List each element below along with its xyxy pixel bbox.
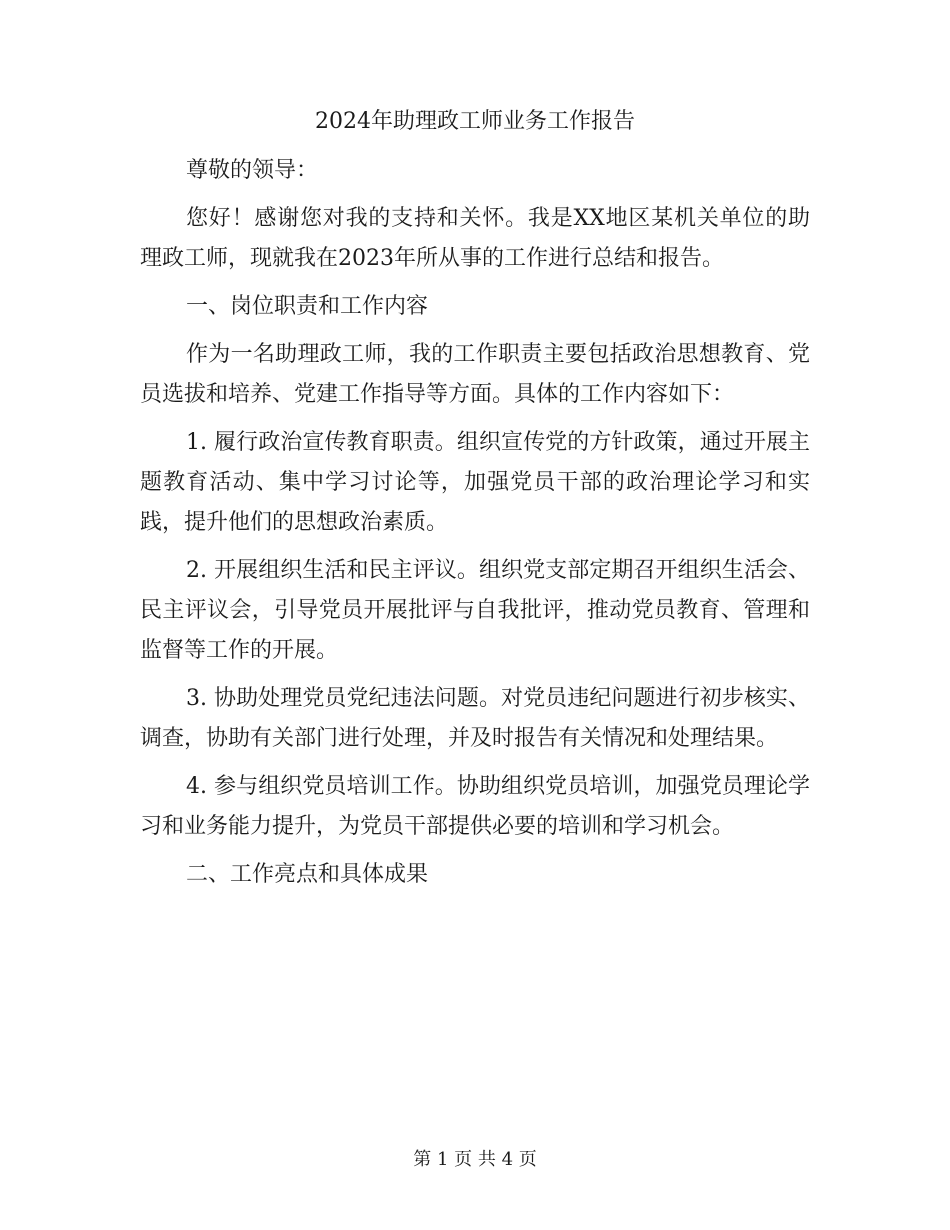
section-heading-1: 一、岗位职责和工作内容 [186, 294, 429, 319]
duty-item-3: 3. 协助处理党员党纪违法问题。对党员违纪问题进行初步核实、调查，协助有关部门进行处理，并及时报告有关情况和处理结果。 [140, 686, 810, 751]
opening-paragraph: 您好！感谢您对我的支持和关怀。我是XX地区某机关单位的助理政工师，现就我在2023年所从事的工作进行总结和报告。 [140, 206, 810, 271]
duty-item-2: 2. 开展组织生活和民主评议。组织党支部定期召开组织生活会、民主评议会，引导党员开展批评与自我批评，推动党员教育、管理和监督等工作的开展。 [140, 558, 810, 663]
section-heading-2: 二、工作亮点和具体成果 [186, 862, 429, 887]
duties-paragraph: 作为一名助理政工师，我的工作职责主要包括政治思想教育、党员选拔和培养、党建工作指导等方面。具体的工作内容如下： [140, 342, 810, 407]
page-number-footer: 第 1 页 共 4 页 [413, 1149, 537, 1170]
document-body [140, 151, 810, 903]
duty-item-4: 4. 参与组织党员培训工作。协助组织党员培训，加强党员理论学习和业务能力提升，为党员干部提供必要的培训和学习机会。 [140, 774, 810, 839]
document-title: 2024年助理政工师业务工作报告 [315, 109, 635, 134]
duty-item-1: 1. 履行政治宣传教育职责。组织宣传党的方针政策，通过开展主题教育活动、集中学习讨论等，加强党员干部的政治理论学习和实践，提升他们的思想政治素质。 [140, 430, 810, 535]
salutation: 尊敬的领导： [186, 158, 319, 183]
